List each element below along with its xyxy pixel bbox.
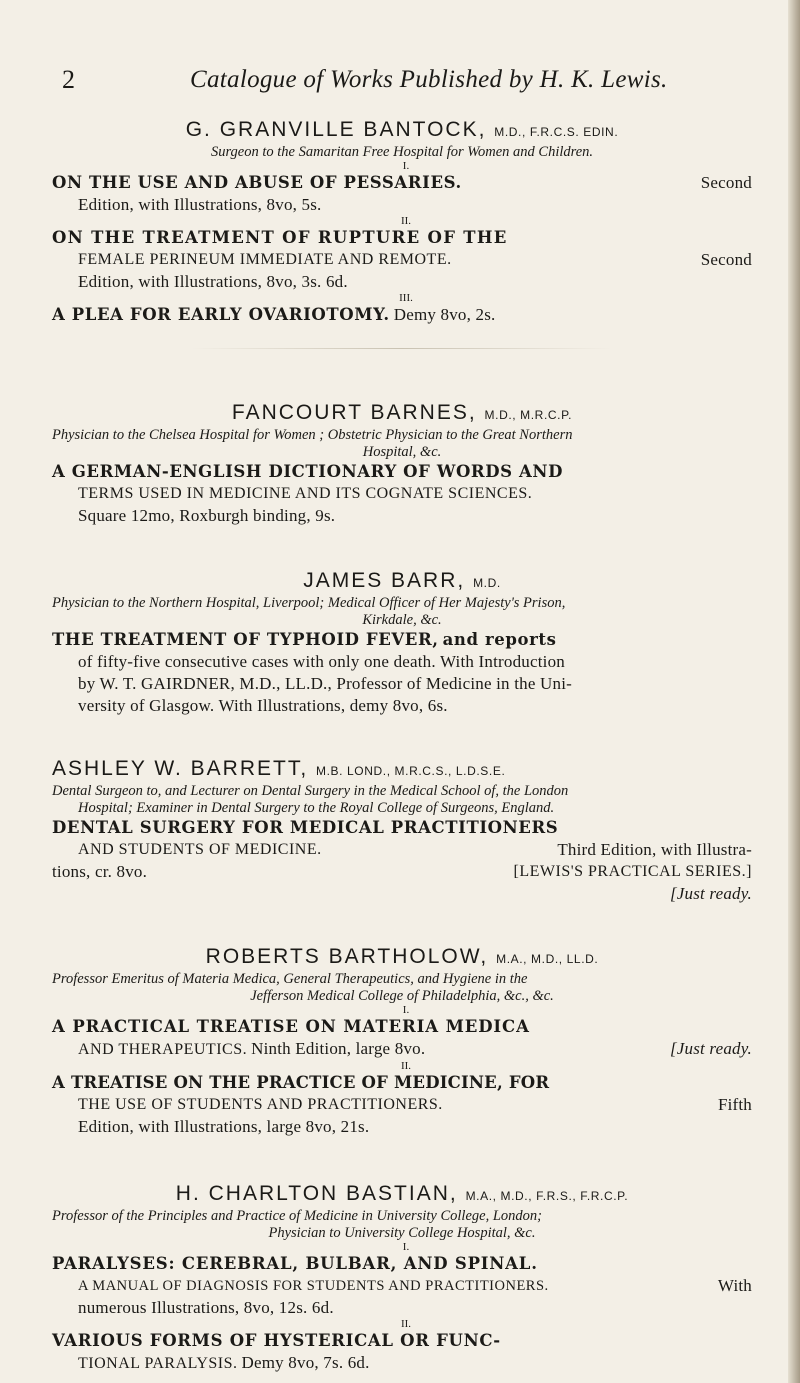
author-position: Professor of the Principles and Practice of Medicine in University College, London;: [52, 1208, 542, 1224]
author-position-continued: Hospital; Examiner in Dental Surgery to the Royal College of Surgeons, England.: [78, 800, 555, 816]
work-title-line: [52, 1094, 752, 1116]
catalogue-entry-bastian: [52, 1182, 752, 1375]
work-title-line: [52, 304, 752, 326]
work-description-line: [52, 861, 752, 883]
catalogue-entry-bartholow: [52, 945, 752, 1138]
work-title: A PLEA FOR EARLY OVARIOTOMY.: [52, 305, 390, 324]
work-title: ON THE TREATMENT OF RUPTURE OF THE: [52, 228, 508, 247]
catalogue-content: [52, 118, 752, 1375]
author-degrees: M.A., M.D., F.R.S., F.R.C.P.: [465, 1189, 629, 1203]
work-edition: Second: [700, 173, 752, 192]
work-edition: Ninth Edition, large 8vo.: [251, 1039, 426, 1058]
work-title-line: [52, 1275, 752, 1297]
work-title-line: [52, 1038, 752, 1061]
page-number: 2: [62, 65, 75, 94]
work-description: Square 12mo, Roxburgh binding, 9s.: [78, 506, 336, 525]
author-name: G. GRANVILLE BANTOCK,: [185, 118, 487, 141]
author-position: Physician to the Chelsea Hospital for Women ; Obstetric Physician to the Great Northern: [52, 427, 573, 443]
work-title-line: [52, 249, 752, 271]
availability-note: [Just ready.: [669, 1039, 752, 1058]
work-title-line: [52, 1352, 752, 1375]
author-heading: [52, 945, 752, 971]
work-title-line: [52, 629, 752, 651]
work-title-continued: AND THERAPEUTICS.: [78, 1041, 248, 1058]
work-description: Edition, with Illustrations, large 8vo, 21s.: [78, 1117, 370, 1136]
divider: [192, 348, 612, 349]
author-name: JAMES BARR,: [303, 569, 466, 592]
work-title-continued: TERMS USED IN MEDICINE AND ITS COGNATE SCIENCES.: [78, 485, 533, 502]
work-numeral: III.: [399, 292, 413, 304]
author-position-continued: Jefferson Medical College of Philadelphia, &c., &c.: [250, 988, 554, 1004]
catalogue-entry-barrett: [52, 757, 752, 905]
work-description-line: of fifty-five consecutive cases with only one death. With Introduction: [78, 652, 565, 671]
author-degrees: M.D., M.R.C.P.: [484, 408, 573, 422]
catalogue-entry-barnes: [52, 401, 752, 527]
author-heading: [52, 118, 752, 144]
work-title: DENTAL SURGERY FOR MEDICAL PRACTITIONERS: [52, 818, 559, 837]
page-edge-shadow: [788, 0, 800, 1383]
catalogue-entry-bantock: [52, 118, 752, 326]
author-degrees: M.A., M.D., LL.D.: [496, 952, 599, 966]
work-numeral: I.: [402, 1241, 410, 1253]
work-numeral: I.: [402, 160, 410, 172]
author-position: Dental Surgeon to, and Lecturer on Dental Surgery in the Medical School of, the London: [52, 783, 569, 799]
work-numeral: I.: [402, 1004, 410, 1016]
availability-note: [Just ready.: [669, 884, 752, 903]
running-head: Catalogue of Works Published by H. K. Lewis.: [190, 66, 668, 93]
author-position: Professor Emeritus of Materia Medica, General Therapeutics, and Hygiene in the: [52, 971, 528, 987]
work-title-line: [52, 839, 752, 861]
author-position-continued: Physician to University College Hospital, &c.: [268, 1225, 536, 1241]
work-numeral: II.: [400, 1318, 412, 1330]
work-description: Demy 8vo, 2s.: [393, 305, 496, 324]
author-position: Physician to the Northern Hospital, Liverpool; Medical Officer of Her Majesty's Prison,: [52, 595, 566, 611]
work-description: Demy 8vo, 7s. 6d.: [241, 1353, 370, 1372]
work-title: A TREATISE ON THE PRACTICE OF MEDICINE, FOR: [52, 1073, 550, 1092]
work-title: THE TREATMENT OF TYPHOID FEVER,: [52, 630, 439, 649]
work-title: A PRACTICAL TREATISE ON MATERIA MEDICA: [52, 1017, 530, 1036]
author-name: ASHLEY W. BARRETT,: [52, 757, 309, 780]
author-heading: [52, 569, 752, 595]
work-description-line: versity of Glasgow. With Illustrations, demy 8vo, 6s.: [78, 696, 448, 715]
work-description: Edition, with Illustrations, 8vo, 5s.: [78, 195, 322, 214]
work-edition: Third Edition, with Illustra-: [557, 840, 752, 859]
page-header: [0, 64, 800, 104]
work-title-continued: AND STUDENTS OF MEDICINE.: [78, 841, 322, 858]
author-position-continued: Kirkdale, &c.: [362, 612, 442, 628]
author-heading: [52, 1182, 752, 1208]
work-numeral: II.: [400, 215, 412, 227]
work-title: ON THE USE AND ABUSE OF PESSARIES.: [52, 173, 462, 192]
author-name: H. CHARLTON BASTIAN,: [175, 1182, 458, 1205]
author-position-continued: Hospital, &c.: [362, 444, 442, 460]
author-name: ROBERTS BARTHOLOW,: [205, 945, 489, 968]
work-title-line: [52, 172, 752, 194]
work-title: A GERMAN-ENGLISH DICTIONARY OF WORDS AND: [52, 462, 563, 481]
work-edition: Fifth: [717, 1095, 752, 1114]
work-title-continued: TIONAL PARALYSIS.: [78, 1355, 238, 1372]
work-numeral: II.: [400, 1060, 412, 1072]
catalogue-entry-barr: [52, 569, 752, 717]
series-note: [LEWIS'S PRACTICAL SERIES.]: [513, 863, 752, 880]
author-degrees: M.D., F.R.C.S. EDIN.: [494, 125, 619, 139]
author-degrees: M.D.: [473, 576, 501, 590]
work-description: numerous Illustrations, 8vo, 12s. 6d.: [78, 1298, 334, 1317]
work-title: VARIOUS FORMS OF HYSTERICAL OR FUNC-: [52, 1331, 501, 1350]
work-description-line: by W. T. GAIRDNER, M.D., LL.D., Professor of Medicine in the Uni-: [78, 674, 572, 693]
work-subtitle: A MANUAL OF DIAGNOSIS FOR STUDENTS AND PRACTITIONERS.: [78, 1278, 549, 1294]
author-name: FANCOURT BARNES,: [231, 401, 477, 424]
work-title: PARALYSES: CEREBRAL, BULBAR, AND SPINAL.: [52, 1254, 538, 1273]
work-subtitle-tail: With: [717, 1276, 752, 1295]
author-degrees: M.B. LOND., M.R.C.S., L.D.S.E.: [316, 764, 506, 778]
work-title-continued: THE USE OF STUDENTS AND PRACTITIONERS.: [78, 1096, 443, 1113]
author-heading: [52, 757, 752, 783]
work-description: tions, cr. 8vo.: [52, 862, 148, 881]
work-title-group: [78, 1038, 425, 1061]
work-title-tail: and reports: [442, 630, 557, 649]
work-edition: Second: [700, 250, 752, 269]
author-heading: [52, 401, 752, 427]
author-position: Surgeon to the Samaritan Free Hospital for Women and Children.: [210, 144, 594, 160]
work-description: Edition, with Illustrations, 8vo, 3s. 6d.: [78, 272, 348, 291]
work-title-continued: FEMALE PERINEUM IMMEDIATE AND REMOTE.: [78, 251, 452, 268]
